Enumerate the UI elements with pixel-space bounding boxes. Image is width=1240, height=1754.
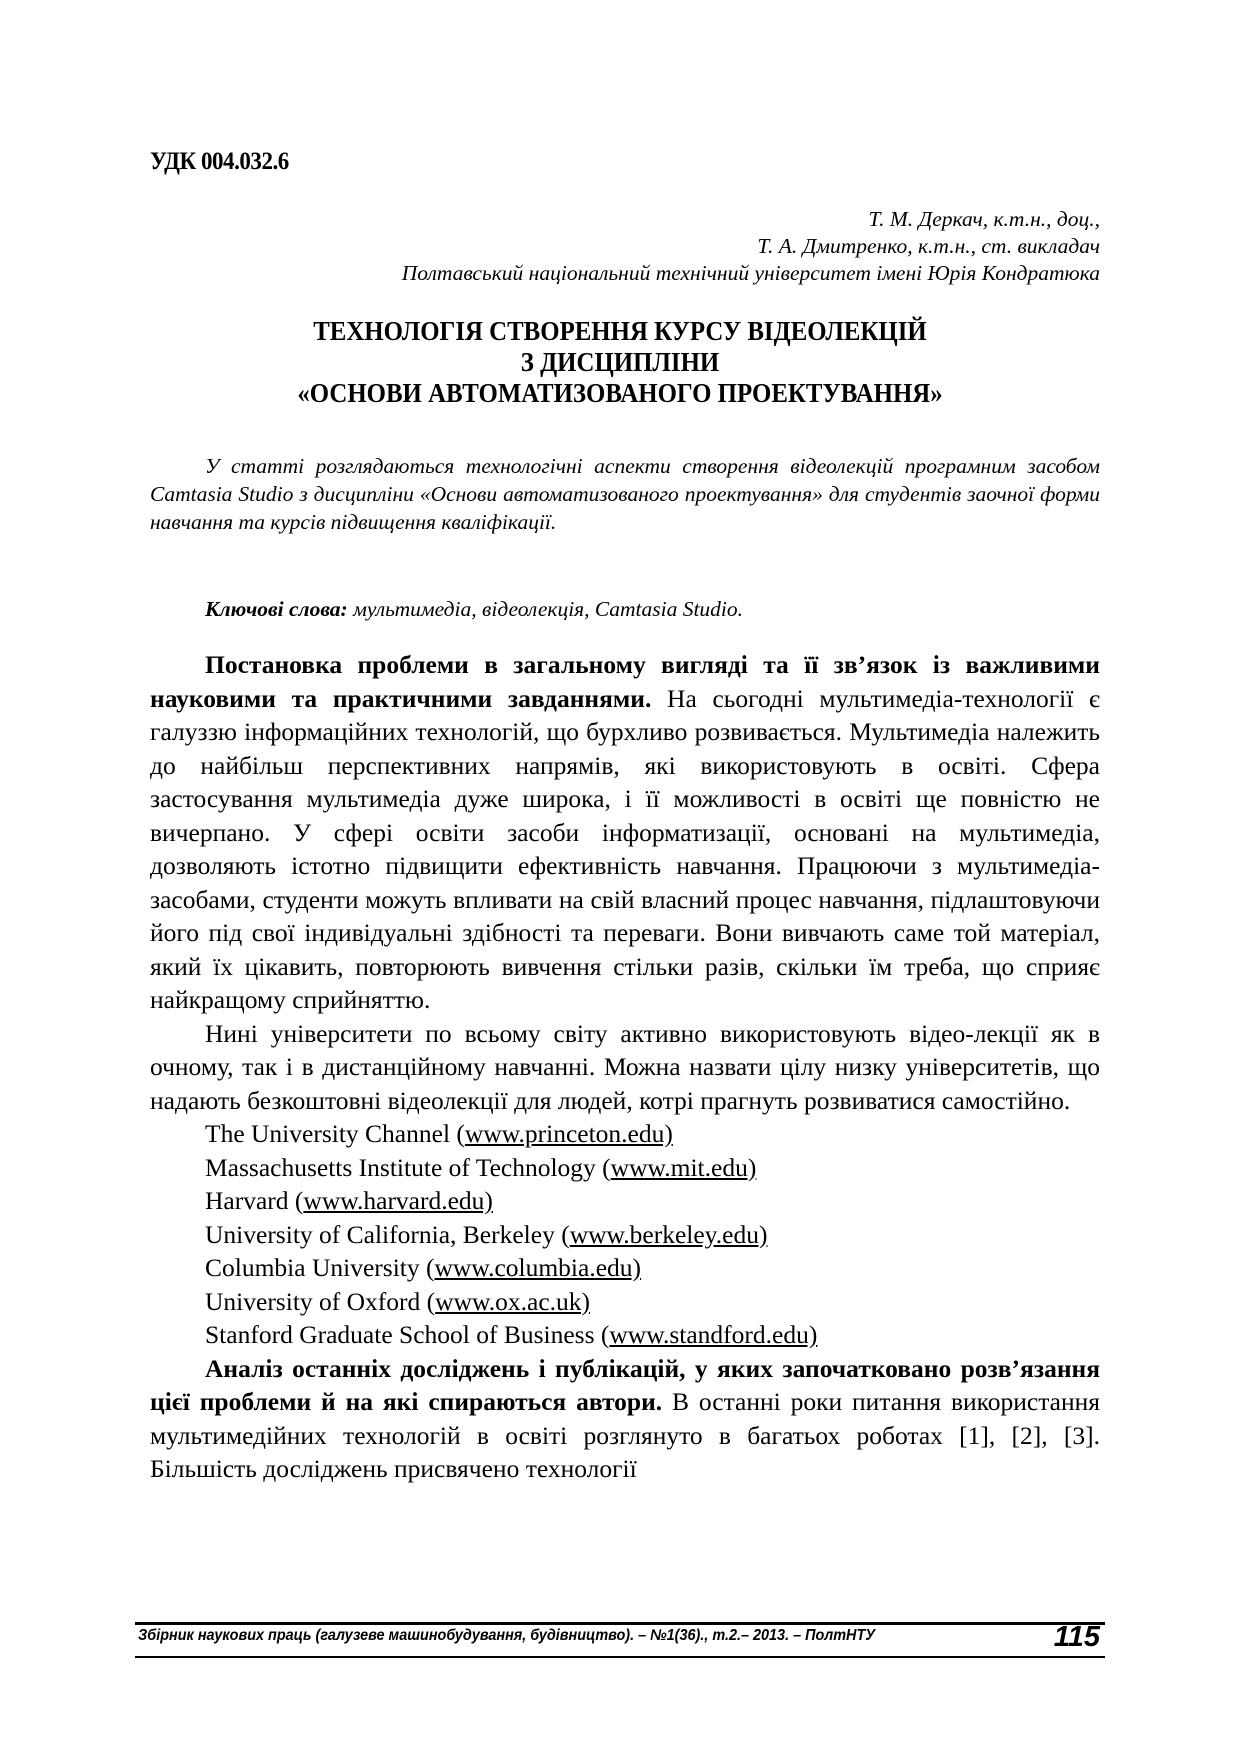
section-heading-2: Аналіз останніх досліджень і публікацій, у яких започатковано розв’язання цієї проблеми й на які спираються автори.	[150, 1353, 1100, 1416]
footer-divider-top	[135, 1622, 1105, 1625]
author-block	[402, 206, 1100, 287]
university-name: Columbia University (	[205, 1253, 435, 1282]
paragraph-1	[150, 648, 1100, 1017]
paragraph-2: Нині університети по всьому світу активно використовують відео-лекції як в очному, так і в дистанційному навчанні. Можна назвати цілу низку університетів, що надають безкоштовні відеолекції для людей, котрі прагнуть розвиватися самостійно.	[150, 1018, 1100, 1115]
footer-divider-bottom	[135, 1656, 1105, 1658]
paper-title	[169, 316, 1071, 409]
university-link[interactable]: www.mit.edu)	[610, 1152, 757, 1182]
university-name: The University Channel (	[205, 1119, 465, 1148]
list-item	[150, 1251, 1100, 1285]
abstract: У статті розглядаються технологічні аспекти створення відеолекцій програмним засобом Camtasia Studio з дисципліни «Основи автоматизованого проектування» для студентів заочної форми навчання та курсів підвищення кваліфікації.	[150, 454, 1100, 534]
keywords	[205, 597, 743, 622]
author-2: Т. А. Дмитренко, к.т.н., ст. викладач	[757, 234, 1100, 258]
paragraph-3	[150, 1352, 1100, 1486]
list-item	[150, 1318, 1100, 1352]
list-item	[150, 1285, 1100, 1319]
section-heading-1: Постановка проблеми в загальному вигляді та її зв’язок із важливими науковими та практичними завданнями.	[150, 650, 1100, 713]
university-link[interactable]: www.berkeley.edu)	[569, 1219, 768, 1249]
keywords-label: Ключові слова:	[205, 597, 348, 621]
university-link[interactable]: www.ox.ac.uk)	[435, 1286, 591, 1316]
university-list	[150, 1117, 1100, 1352]
title-line-1: ТЕХНОЛОГІЯ СТВОРЕННЯ КУРСУ ВІДЕОЛЕКЦІЙ	[313, 316, 927, 346]
university-name: University of Oxford (	[205, 1286, 436, 1316]
section-1-text: На сьогодні мультимедіа-технології є галуззю інформаційних технологій, що бурхливо розвивається. Мультимедіа належить до найбільш перспективних напрямів, які використовують в освіті. Сфера застосування мультимедіа дуже широка, і її можливості в освіті ще повністю не вичерпано. У сфері освіти засоби інформатизації, основані на мультимедіа, дозволяють істотно підвищити ефективність навчання. Працюючи з мультимедіа-засобами, студенти можуть впливати на свій власний процес навчання, підлаштовуючи його під свої індивідуальні здібності та переваги. Вони вивчають саме той матеріал, який їх цікавить, повторюють вивчення стільки разів, скільки їм треба, що сприяє найкращому сприйняттю.	[150, 683, 1100, 1014]
university-link[interactable]: www.standford.edu)	[609, 1320, 818, 1349]
list-item	[150, 1151, 1100, 1185]
page-number: 115	[1053, 1621, 1100, 1653]
list-item	[150, 1218, 1100, 1252]
university-name: Harvard (	[205, 1186, 304, 1215]
body-text	[150, 648, 1100, 1486]
list-item	[150, 1117, 1100, 1151]
list-item	[150, 1184, 1100, 1218]
title-line-3: «ОСНОВИ АВТОМАТИЗОВАНОГО ПРОЕКТУВАННЯ»	[297, 378, 943, 408]
udk-code: УДК 004.032.6	[150, 148, 289, 175]
affiliation: Полтавський національний технічний університет імені Юрія Кондратюка	[401, 261, 1100, 285]
keywords-text: мультимедіа, відеолекція, Camtasia Studio.	[347, 597, 744, 621]
title-line-2: З ДИСЦИПЛІНИ	[520, 347, 720, 377]
section-2-text: В останні роки питання використання мультимедійних технологій в освіті розглянуто в багатьох роботах [1], [2], [3]. Більшість досліджень присвячено технології	[150, 1387, 1101, 1483]
university-link[interactable]: www.harvard.edu)	[303, 1186, 493, 1215]
journal-citation: Збірник наукових праць (галузеве машинобудування, будівництво). – №1(36)., т.2.– 2013. – ПолтНТУ	[138, 1627, 876, 1644]
author-1: Т. М. Деркач, к.т.н., доц.,	[868, 207, 1100, 231]
university-name: Stanford Graduate School of Business (	[205, 1320, 610, 1349]
university-name: Massachusetts Institute of Technology (	[205, 1152, 611, 1182]
university-link[interactable]: www.columbia.edu)	[434, 1253, 642, 1282]
university-link[interactable]: www.princeton.edu)	[464, 1119, 673, 1148]
university-name: University of California, Berkeley (	[205, 1219, 570, 1249]
